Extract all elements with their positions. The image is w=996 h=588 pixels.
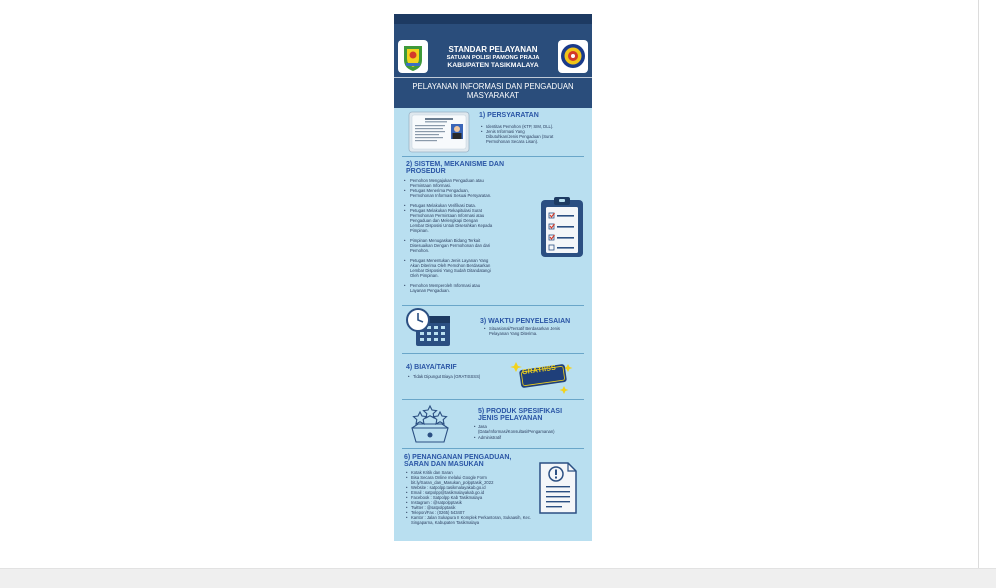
service-title-line2: MASYARAKAT <box>466 91 520 100</box>
sec1-item-cont: Permohonan Secara Lisan). <box>486 139 539 144</box>
sec6-line: Instagram : @satpolpptasik <box>411 500 462 505</box>
sec2-line: Pimpinan. <box>410 228 429 233</box>
sec4-heading: 4) BIAYA/TARIF <box>406 364 457 371</box>
sec6-line: Kantor : Jalan Sukapura II Komplek Perkantoran, Sukaasih, Kec. <box>411 515 532 520</box>
sec6-line: Twitter : @satpolpptasik <box>411 505 456 510</box>
satpol-pp-logo-icon <box>558 40 588 73</box>
document-alert-icon <box>538 461 578 515</box>
service-title-line1: PELAYANAN INFORMASI DAN PENGADUAN <box>412 82 574 91</box>
sec3-line: Pelayanan Yang Diterima. <box>489 331 538 336</box>
sec6-line: Singaparna, Kabupaten Tasikmalaya <box>411 520 480 525</box>
sec2-heading-line1: 2) SISTEM, MEKANISME DAN <box>406 161 505 168</box>
sec1-list <box>480 124 592 134</box>
sec2-line: Petugas Melakukan Verifikasi Data. <box>410 203 476 208</box>
sec5-line: (Data/Informasi/Konsultasi/Pengamanan) <box>478 429 555 434</box>
header-divider <box>394 77 592 78</box>
header-org: SATUAN POLISI PAMONG PRAJA <box>446 55 540 61</box>
sec2-line: Permintaan Informasi. <box>410 183 451 188</box>
id-card-icon <box>409 112 469 152</box>
sec5-line: Jasa <box>478 424 487 429</box>
sec2-line: Pemohon. <box>410 248 430 253</box>
section-divider <box>402 305 584 306</box>
sec2-line: Disesuaikan Dengan Permohonan dan dari <box>410 243 491 248</box>
product-box-stars-icon <box>408 404 452 444</box>
sec1-item-cont: Dibutuhkan/Jenis Pengaduan (Surat <box>486 134 554 139</box>
sec2-line: Permohonan Informasi Sesuai Persyaratan. <box>410 193 492 198</box>
sec6-line: Website : satpolpp.tasikmalayakab.go.id <box>411 485 486 490</box>
sec2-heading-line2: PROSEDUR <box>406 168 446 175</box>
sec2-line: Pemohon Memperoleh Informasi atau <box>410 283 481 288</box>
sec5-line: Administratif <box>478 435 502 440</box>
sec2-line: Akan Diterima Oleh Pemohon Berdasarkan <box>410 263 491 268</box>
clipboard-checklist-icon <box>540 196 584 258</box>
sec2-line: Layanan Pengaduan. <box>410 288 450 293</box>
right-border <box>978 0 979 568</box>
sec2-line: Petugas Menentukan Jenis Layanan Yang <box>410 258 489 263</box>
sec6-line: bit.ly/Saran_dan_Masukan_polpptasik_2022 <box>411 480 494 485</box>
section-divider <box>402 353 584 354</box>
header-title: STANDAR PELAYANAN <box>448 45 538 54</box>
sec6-line: Kotak Kritik dan Saran <box>411 470 453 475</box>
infographic-poster: STANDAR PELAYANAN SATUAN POLISI PAMONG PRAJA KABUPATEN TASIKMALAYA PELAYANAN INFORMASI DAN PENGADUAN MASYARAKAT 1) PERSYARATAN • Identitas Pemohon (KTP, SIM, DLL). • Jenis Informasi Yang Dibutuhkan/Jenis Pengaduan (Surat Permohonan Secara Lisan). 2) SISTEM, MEKANISME DAN PROSEDUR • • • • • • • Pemohon Mengajukan Pengaduan atau Permintaan Informasi. Petugas Menerima Pengaduan, Permohonan Informasi Sesuai Persyaratan. Petugas Melakukan Verifikasi Data. Petugas Melakukan Rekapitulasi Surat Permohonan Permintaan Informasi atau Pengaduan dan Melengkapi Dengan Lembar Disposisi Untuk Diserahkan Kepada Pimpinan. Pimpinan Menugaskan Bidang Terkait Disesuaikan Dengan Permohonan dan dari Pemohon. Petugas Menentukan Jenis Layanan Yang Akan Diterima Oleh Pemohon Berdasarkan Lembar Disposisi Yang Sudah Ditandatangi Oleh Pimpinan. Pemohon Memperoleh Informasi atau Layanan Pengaduan. 3) WAKTU PENYELESAIAN • Situasional/Tentatif Berdasarkan Jenis Pelayanan Yang Diterima. 4) BIAYA/TARIF • Tidak Dipungut Biaya (GRATISSSS) GRATIISS 5) PRODUK SPESIFIKASI JENIS PELAYANAN • Jasa (Data/Informasi/Konsultasi/Pengamanan) • Administratif 6) PENANGANAN PENGADUAN, SARAN DAN MASUKAN • • • • • • • • • Kotak Kritik dan Saran Bisa Secara Online melalui Google Form bit.ly/Saran_dan_Masukan_polpptasik_2022 Website : satpolpp.tasikmalayakab.go.id Email : satpolpp@tasikmalayakab.go.id Facebook : Satpolpp Kab Tasikmalaya Instagram : @satpolpptasik Twitter : @satpolpptasik Telepon/Fax : (0265) 543407 Kantor : Jalan Sukapura II Komplek Perkantoran, Sukaasih, Kec. Singaparna, Kabupaten Tasikmalaya <box>394 14 592 541</box>
bottom-scrollbar[interactable] <box>0 568 996 588</box>
poster-header <box>394 14 592 108</box>
tasikmalaya-logo-icon <box>398 40 428 73</box>
sec5-heading-line2: JENIS PELAYANAN <box>478 415 543 422</box>
sec6-heading-line1: 6) PENANGANAN PENGADUAN, <box>404 454 512 461</box>
sec4-item: Tidak Dipungut Biaya (GRATISSSS) <box>413 374 481 379</box>
section-divider <box>402 399 584 400</box>
sec2-line: Oleh Pimpinan. <box>410 273 439 278</box>
calendar-clock-icon <box>406 308 452 348</box>
sec6-line: Facebook : Satpolpp Kab Tasikmalaya <box>411 495 483 500</box>
sec2-line: Pimpinan Menugaskan Bidang Terkait <box>410 238 481 243</box>
section-divider <box>402 448 584 449</box>
sec5-heading-line1: 5) PRODUK SPESIFIKASI <box>478 408 563 415</box>
section-divider <box>402 156 584 157</box>
sec1-item: • Identitas Pemohon (KTP, SIM, DLL). <box>485 124 592 129</box>
sec2-line: Petugas Melakukan Rekapitulasi Surat <box>410 208 482 213</box>
sec2-line: Pengaduan dan Melengkapi Dengan <box>410 218 478 223</box>
sec6-line: Bisa Secara Online melalui Google Form <box>411 475 487 480</box>
sec6-line: Telepon/Fax : (0265) 543407 <box>411 510 465 515</box>
sec6-heading-line2: SARAN DAN MASUKAN <box>404 461 484 468</box>
sec2-line: Petugas Menerima Pengaduan, <box>410 188 469 193</box>
sec6-line: Email : satpolpp@tasikmalayakab.go.id <box>411 490 485 495</box>
sec3-line: Situasional/Tentatif Berdasarkan Jenis <box>489 326 560 331</box>
sec2-line: Lembar Disposisi Untuk Diserahkan Kepada <box>410 223 493 228</box>
gratis-stamp-icon <box>512 358 574 394</box>
sec2-line: Permohonan Permintaan Informasi atau <box>410 213 485 218</box>
gratis-stamp-label: GRATIISS <box>521 364 557 377</box>
header-strip <box>394 14 592 24</box>
sec2-line: Pemohon Mengajukan Pengaduan atau <box>410 178 484 183</box>
sec1-heading: 1) PERSYARATAN <box>479 112 539 119</box>
header-region: KABUPATEN TASIKMALAYA <box>447 62 539 69</box>
sec3-heading: 3) WAKTU PENYELESAIAN <box>480 318 571 325</box>
sec1-item: • Jenis Informasi Yang <box>485 129 592 134</box>
sec2-line: Lembar Disposisi Yang Sudah Ditandatangi <box>410 268 491 273</box>
